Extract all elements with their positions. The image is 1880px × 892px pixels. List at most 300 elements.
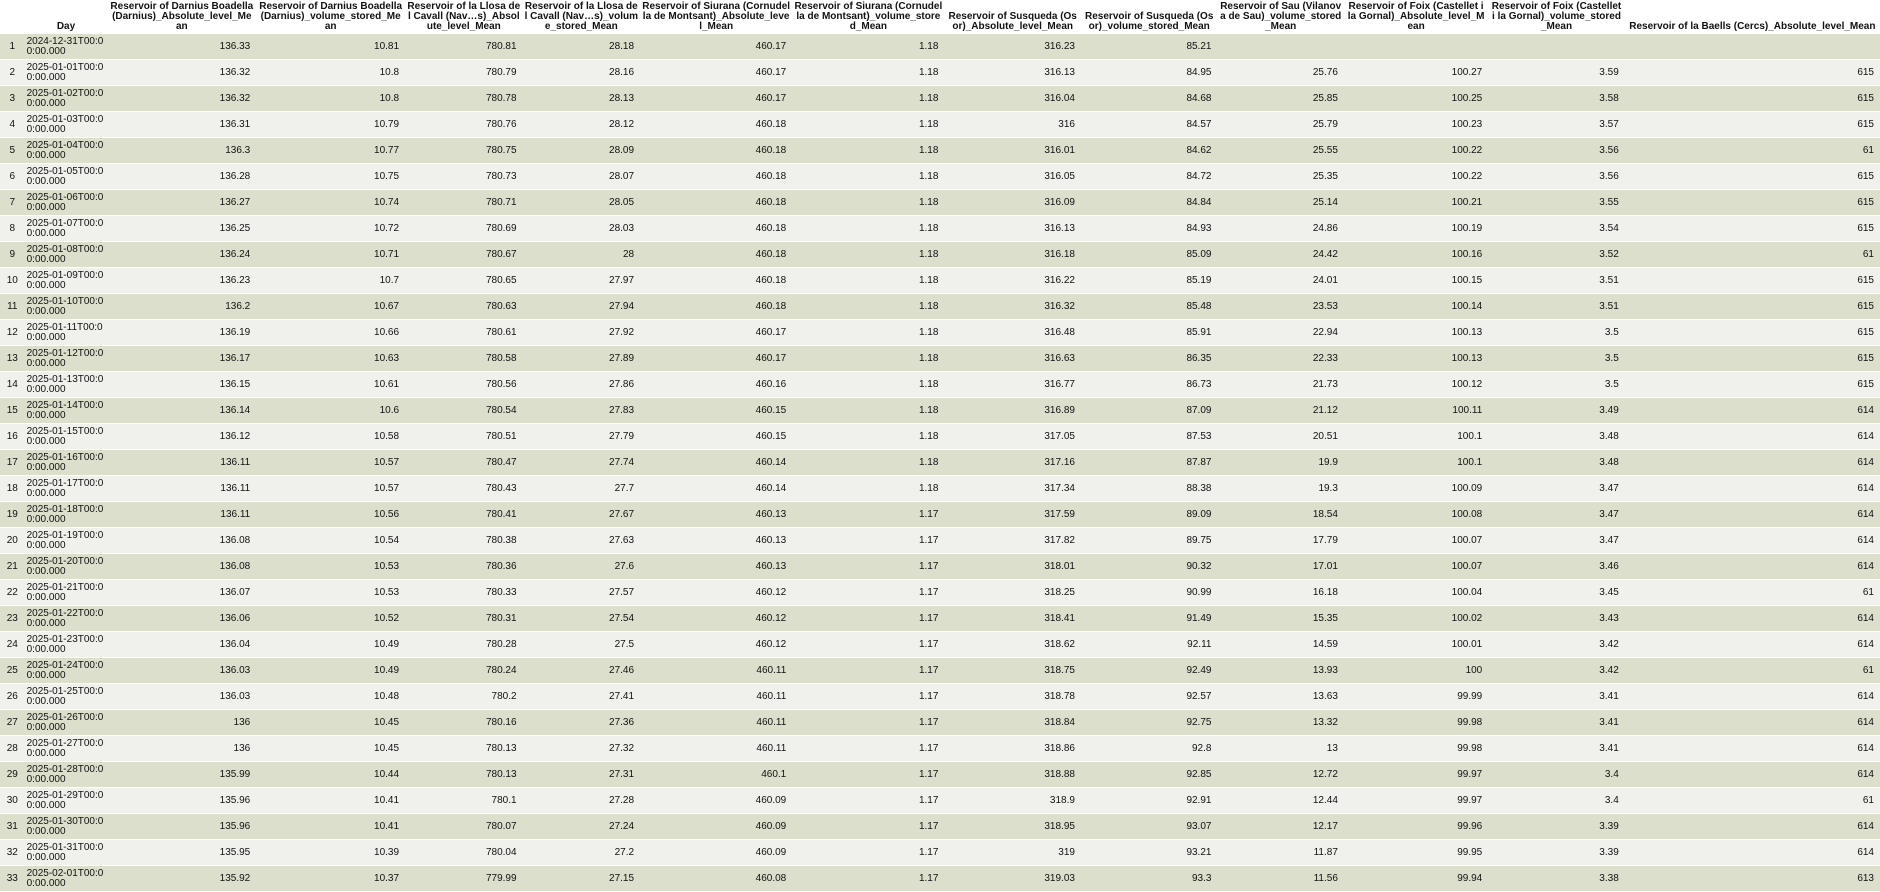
value-cell: 84.93 — [1081, 216, 1218, 242]
day-cell: 2025-01-21T00:00:00.000 — [25, 580, 108, 606]
value-cell: 10.75 — [256, 164, 405, 190]
value-cell: 10.41 — [256, 814, 405, 840]
value-cell: 1.18 — [792, 34, 944, 60]
value-cell: 27.5 — [523, 632, 641, 658]
value-cell: 135.95 — [107, 840, 256, 866]
value-cell: 316.01 — [944, 138, 1081, 164]
table-row[interactable] — [0, 138, 1880, 164]
value-cell: 460.11 — [640, 684, 792, 710]
value-cell: 780.13 — [405, 736, 523, 762]
value-cell: 27.63 — [523, 528, 641, 554]
value-cell: 615 — [1625, 190, 1880, 216]
value-cell: 318.01 — [944, 554, 1081, 580]
value-cell: 14.59 — [1217, 632, 1343, 658]
table-body — [0, 34, 1880, 892]
table-row[interactable] — [0, 606, 1880, 632]
value-cell: 316.13 — [944, 216, 1081, 242]
value-cell: 93.07 — [1081, 814, 1218, 840]
value-cell: 1.18 — [792, 424, 944, 450]
value-cell: 24.86 — [1217, 216, 1343, 242]
day-cell: 2025-01-03T00:00:00.000 — [25, 112, 108, 138]
value-cell: 780.65 — [405, 268, 523, 294]
value-cell: 100.09 — [1344, 476, 1488, 502]
value-cell: 316.18 — [944, 242, 1081, 268]
value-cell: 27.74 — [523, 450, 641, 476]
index-column-header[interactable] — [0, 0, 25, 34]
column-header[interactable]: Reservoir of Sau (Vilanova de Sau)_volume_stored_Mean — [1217, 0, 1343, 34]
value-cell: 10.63 — [256, 346, 405, 372]
value-cell: 27.2 — [523, 840, 641, 866]
day-cell: 2025-01-08T00:00:00.000 — [25, 242, 108, 268]
value-cell: 92.85 — [1081, 762, 1218, 788]
value-cell: 780.33 — [405, 580, 523, 606]
value-cell: 27.57 — [523, 580, 641, 606]
value-cell: 1.18 — [792, 112, 944, 138]
table-row[interactable] — [0, 554, 1880, 580]
value-cell: 460.17 — [640, 86, 792, 112]
value-cell: 85.91 — [1081, 320, 1218, 346]
column-header[interactable]: Day — [25, 0, 108, 34]
value-cell: 136.03 — [107, 658, 256, 684]
table-row[interactable] — [0, 216, 1880, 242]
value-cell: 136.08 — [107, 554, 256, 580]
row-index: 18 — [0, 476, 25, 502]
table-row[interactable] — [0, 580, 1880, 606]
value-cell: 28.07 — [523, 164, 641, 190]
value-cell: 614 — [1625, 502, 1880, 528]
value-cell: 10.72 — [256, 216, 405, 242]
value-cell: 318.41 — [944, 606, 1081, 632]
value-cell: 92.57 — [1081, 684, 1218, 710]
table-row[interactable] — [0, 86, 1880, 112]
value-cell: 136.31 — [107, 112, 256, 138]
value-cell: 1.18 — [792, 216, 944, 242]
value-cell: 15.35 — [1217, 606, 1343, 632]
value-cell: 460.18 — [640, 164, 792, 190]
table-row[interactable] — [0, 112, 1880, 138]
value-cell: 136.19 — [107, 320, 256, 346]
value-cell: 614 — [1625, 632, 1880, 658]
value-cell: 136.32 — [107, 86, 256, 112]
value-cell: 3.41 — [1488, 710, 1625, 736]
value-cell: 460.14 — [640, 476, 792, 502]
value-cell: 3.5 — [1488, 320, 1625, 346]
row-index: 20 — [0, 528, 25, 554]
value-cell: 10.45 — [256, 710, 405, 736]
value-cell: 99.96 — [1344, 814, 1488, 840]
row-index: 1 — [0, 34, 25, 60]
value-cell: 136.23 — [107, 268, 256, 294]
value-cell: 1.18 — [792, 476, 944, 502]
value-cell: 87.09 — [1081, 398, 1218, 424]
table-row[interactable] — [0, 528, 1880, 554]
value-cell: 18.54 — [1217, 502, 1343, 528]
value-cell: 316.13 — [944, 60, 1081, 86]
table-row[interactable] — [0, 840, 1880, 866]
value-cell: 24.42 — [1217, 242, 1343, 268]
value-cell: 615 — [1625, 112, 1880, 138]
value-cell: 100.08 — [1344, 502, 1488, 528]
day-cell: 2024-12-31T00:00:00.000 — [25, 34, 108, 60]
value-cell: 460.09 — [640, 814, 792, 840]
table-row[interactable] — [0, 866, 1880, 892]
value-cell: 780.28 — [405, 632, 523, 658]
value-cell — [1217, 34, 1343, 60]
value-cell: 1.18 — [792, 372, 944, 398]
value-cell: 780.36 — [405, 554, 523, 580]
table-row[interactable] — [0, 710, 1880, 736]
value-cell: 1.17 — [792, 762, 944, 788]
value-cell: 10.48 — [256, 684, 405, 710]
value-cell: 317.16 — [944, 450, 1081, 476]
value-cell: 84.72 — [1081, 164, 1218, 190]
value-cell: 90.99 — [1081, 580, 1218, 606]
value-cell: 10.74 — [256, 190, 405, 216]
value-cell: 3.4 — [1488, 788, 1625, 814]
value-cell: 17.79 — [1217, 528, 1343, 554]
value-cell: 92.49 — [1081, 658, 1218, 684]
value-cell: 136.11 — [107, 476, 256, 502]
row-index: 5 — [0, 138, 25, 164]
table-row[interactable] — [0, 190, 1880, 216]
value-cell: 1.18 — [792, 346, 944, 372]
value-cell: 460.18 — [640, 242, 792, 268]
value-cell: 10.7 — [256, 268, 405, 294]
value-cell: 99.98 — [1344, 710, 1488, 736]
value-cell: 780.41 — [405, 502, 523, 528]
value-cell: 11.56 — [1217, 866, 1343, 892]
column-header[interactable]: Reservoir of Siurana (Cornudella de Montsant)_volume_stored_Mean — [792, 0, 944, 34]
day-cell: 2025-01-02T00:00:00.000 — [25, 86, 108, 112]
value-cell: 460.18 — [640, 216, 792, 242]
value-cell: 28.05 — [523, 190, 641, 216]
value-cell: 318.86 — [944, 736, 1081, 762]
value-cell: 27.92 — [523, 320, 641, 346]
value-cell: 3.51 — [1488, 268, 1625, 294]
value-cell: 614 — [1625, 840, 1880, 866]
day-cell: 2025-02-01T00:00:00.000 — [25, 866, 108, 892]
value-cell: 99.94 — [1344, 866, 1488, 892]
value-cell: 10.6 — [256, 398, 405, 424]
value-cell: 10.37 — [256, 866, 405, 892]
value-cell: 10.77 — [256, 138, 405, 164]
value-cell: 3.42 — [1488, 658, 1625, 684]
value-cell: 3.43 — [1488, 606, 1625, 632]
value-cell: 3.59 — [1488, 60, 1625, 86]
value-cell: 100.1 — [1344, 450, 1488, 476]
value-cell: 13 — [1217, 736, 1343, 762]
table-row[interactable] — [0, 398, 1880, 424]
value-cell: 316.32 — [944, 294, 1081, 320]
value-cell: 3.5 — [1488, 346, 1625, 372]
value-cell: 614 — [1625, 450, 1880, 476]
value-cell: 317.59 — [944, 502, 1081, 528]
value-cell: 1.17 — [792, 502, 944, 528]
value-cell: 780.1 — [405, 788, 523, 814]
value-cell: 614 — [1625, 554, 1880, 580]
value-cell: 3.42 — [1488, 632, 1625, 658]
value-cell: 27.83 — [523, 398, 641, 424]
value-cell: 27.46 — [523, 658, 641, 684]
table-row[interactable] — [0, 476, 1880, 502]
value-cell: 90.32 — [1081, 554, 1218, 580]
value-cell: 1.17 — [792, 684, 944, 710]
day-cell: 2025-01-01T00:00:00.000 — [25, 60, 108, 86]
row-index: 22 — [0, 580, 25, 606]
table-row[interactable] — [0, 320, 1880, 346]
row-index: 15 — [0, 398, 25, 424]
value-cell: 3.5 — [1488, 372, 1625, 398]
value-cell: 316.09 — [944, 190, 1081, 216]
day-cell: 2025-01-12T00:00:00.000 — [25, 346, 108, 372]
value-cell: 10.49 — [256, 658, 405, 684]
value-cell: 93.21 — [1081, 840, 1218, 866]
value-cell: 10.49 — [256, 632, 405, 658]
table-row[interactable] — [0, 60, 1880, 86]
value-cell: 615 — [1625, 60, 1880, 86]
table-row[interactable] — [0, 762, 1880, 788]
value-cell: 136.24 — [107, 242, 256, 268]
value-cell: 27.89 — [523, 346, 641, 372]
value-cell: 3.41 — [1488, 736, 1625, 762]
value-cell: 10.54 — [256, 528, 405, 554]
table-row[interactable] — [0, 450, 1880, 476]
table-row[interactable] — [0, 294, 1880, 320]
value-cell: 10.67 — [256, 294, 405, 320]
value-cell: 1.18 — [792, 450, 944, 476]
day-cell: 2025-01-19T00:00:00.000 — [25, 528, 108, 554]
value-cell: 84.62 — [1081, 138, 1218, 164]
value-cell: 780.24 — [405, 658, 523, 684]
column-header[interactable]: Reservoir of Darnius Boadella (Darnius)_volume_stored_Mean — [256, 0, 405, 34]
value-cell: 24.01 — [1217, 268, 1343, 294]
value-cell: 27.31 — [523, 762, 641, 788]
value-cell: 780.78 — [405, 86, 523, 112]
table-row[interactable] — [0, 34, 1880, 60]
value-cell: 316.63 — [944, 346, 1081, 372]
column-header[interactable]: Reservoir of la Llosa del Cavall (Nav…s)_Absolute_level_Mean — [405, 0, 523, 34]
value-cell: 318.62 — [944, 632, 1081, 658]
value-cell: 92.8 — [1081, 736, 1218, 762]
table-row[interactable] — [0, 684, 1880, 710]
table-row[interactable] — [0, 242, 1880, 268]
table-row[interactable] — [0, 788, 1880, 814]
value-cell: 460.12 — [640, 580, 792, 606]
column-header[interactable]: Reservoir of Siurana (Cornudella de Montsant)_Absolute_level_Mean — [640, 0, 792, 34]
value-cell: 460.14 — [640, 450, 792, 476]
row-index: 17 — [0, 450, 25, 476]
value-cell: 84.68 — [1081, 86, 1218, 112]
value-cell: 100.22 — [1344, 138, 1488, 164]
value-cell: 19.9 — [1217, 450, 1343, 476]
value-cell: 22.94 — [1217, 320, 1343, 346]
table-row[interactable] — [0, 502, 1880, 528]
value-cell: 318.9 — [944, 788, 1081, 814]
row-index: 10 — [0, 268, 25, 294]
value-cell: 460.12 — [640, 606, 792, 632]
value-cell: 136 — [107, 710, 256, 736]
value-cell: 100.1 — [1344, 424, 1488, 450]
value-cell: 1.18 — [792, 60, 944, 86]
table-row[interactable] — [0, 658, 1880, 684]
value-cell: 84.84 — [1081, 190, 1218, 216]
value-cell: 100.07 — [1344, 554, 1488, 580]
value-cell: 460.09 — [640, 788, 792, 814]
column-header[interactable]: Reservoir of Susqueda (Osor)_volume_stored_Mean — [1081, 0, 1218, 34]
value-cell: 3.58 — [1488, 86, 1625, 112]
value-cell: 28.03 — [523, 216, 641, 242]
value-cell: 316.89 — [944, 398, 1081, 424]
table-row[interactable] — [0, 372, 1880, 398]
value-cell: 28.13 — [523, 86, 641, 112]
value-cell: 136.15 — [107, 372, 256, 398]
value-cell: 25.85 — [1217, 86, 1343, 112]
value-cell: 136.04 — [107, 632, 256, 658]
day-cell: 2025-01-06T00:00:00.000 — [25, 190, 108, 216]
value-cell: 136.07 — [107, 580, 256, 606]
value-cell: 10.56 — [256, 502, 405, 528]
value-cell: 3.56 — [1488, 138, 1625, 164]
value-cell: 318.84 — [944, 710, 1081, 736]
value-cell: 10.61 — [256, 372, 405, 398]
value-cell: 28 — [523, 242, 641, 268]
value-cell: 136.03 — [107, 684, 256, 710]
value-cell: 1.18 — [792, 164, 944, 190]
value-cell: 460.13 — [640, 554, 792, 580]
value-cell: 780.31 — [405, 606, 523, 632]
day-cell: 2025-01-24T00:00:00.000 — [25, 658, 108, 684]
value-cell: 3.41 — [1488, 684, 1625, 710]
value-cell: 28.16 — [523, 60, 641, 86]
value-cell: 780.61 — [405, 320, 523, 346]
value-cell: 780.79 — [405, 60, 523, 86]
value-cell: 1.18 — [792, 138, 944, 164]
day-cell: 2025-01-18T00:00:00.000 — [25, 502, 108, 528]
value-cell: 1.18 — [792, 320, 944, 346]
table-row[interactable] — [0, 814, 1880, 840]
value-cell: 27.86 — [523, 372, 641, 398]
value-cell: 3.46 — [1488, 554, 1625, 580]
column-header[interactable]: Reservoir of Darnius Boadella (Darnius)_Absolute_level_Mean — [107, 0, 256, 34]
value-cell: 21.12 — [1217, 398, 1343, 424]
value-cell: 3.49 — [1488, 398, 1625, 424]
day-cell: 2025-01-16T00:00:00.000 — [25, 450, 108, 476]
value-cell: 1.18 — [792, 398, 944, 424]
value-cell: 12.72 — [1217, 762, 1343, 788]
value-cell: 780.43 — [405, 476, 523, 502]
value-cell: 780.73 — [405, 164, 523, 190]
value-cell: 460.17 — [640, 320, 792, 346]
value-cell: 460.15 — [640, 398, 792, 424]
value-cell: 135.96 — [107, 788, 256, 814]
day-cell: 2025-01-27T00:00:00.000 — [25, 736, 108, 762]
value-cell: 92.75 — [1081, 710, 1218, 736]
day-cell: 2025-01-30T00:00:00.000 — [25, 814, 108, 840]
value-cell: 21.73 — [1217, 372, 1343, 398]
value-cell: 136.28 — [107, 164, 256, 190]
value-cell: 136.12 — [107, 424, 256, 450]
column-header[interactable]: Reservoir of Susqueda (Osor)_Absolute_level_Mean — [944, 0, 1081, 34]
table-row[interactable] — [0, 268, 1880, 294]
value-cell: 3.55 — [1488, 190, 1625, 216]
value-cell: 780.58 — [405, 346, 523, 372]
value-cell: 615 — [1625, 216, 1880, 242]
day-cell: 2025-01-22T00:00:00.000 — [25, 606, 108, 632]
column-header[interactable]: Reservoir of la Baells (Cercs)_Absolute_level_Mean — [1625, 0, 1880, 34]
day-cell: 2025-01-04T00:00:00.000 — [25, 138, 108, 164]
row-index: 27 — [0, 710, 25, 736]
table-row[interactable] — [0, 164, 1880, 190]
value-cell: 3.56 — [1488, 164, 1625, 190]
column-header[interactable]: Reservoir of Foix (Castellet i la Gornal)_Absolute_level_Mean — [1344, 0, 1488, 34]
value-cell: 100.22 — [1344, 164, 1488, 190]
value-cell: 22.33 — [1217, 346, 1343, 372]
value-cell: 318.95 — [944, 814, 1081, 840]
row-index: 24 — [0, 632, 25, 658]
day-cell: 2025-01-20T00:00:00.000 — [25, 554, 108, 580]
value-cell: 88.38 — [1081, 476, 1218, 502]
value-cell: 780.47 — [405, 450, 523, 476]
day-cell: 2025-01-31T00:00:00.000 — [25, 840, 108, 866]
row-index: 16 — [0, 424, 25, 450]
value-cell: 85.48 — [1081, 294, 1218, 320]
row-index: 3 — [0, 86, 25, 112]
row-index: 2 — [0, 60, 25, 86]
table-row[interactable] — [0, 424, 1880, 450]
value-cell: 779.99 — [405, 866, 523, 892]
table-row[interactable] — [0, 632, 1880, 658]
value-cell: 3.57 — [1488, 112, 1625, 138]
value-cell: 89.09 — [1081, 502, 1218, 528]
value-cell: 136.17 — [107, 346, 256, 372]
day-cell: 2025-01-28T00:00:00.000 — [25, 762, 108, 788]
column-header[interactable]: Reservoir of Foix (Castellet i la Gornal)_volume_stored_Mean — [1488, 0, 1625, 34]
value-cell: 614 — [1625, 528, 1880, 554]
value-cell: 316.04 — [944, 86, 1081, 112]
value-cell: 136.06 — [107, 606, 256, 632]
value-cell: 780.69 — [405, 216, 523, 242]
value-cell: 614 — [1625, 762, 1880, 788]
value-cell: 614 — [1625, 684, 1880, 710]
row-index: 33 — [0, 866, 25, 892]
day-cell: 2025-01-14T00:00:00.000 — [25, 398, 108, 424]
value-cell: 460.18 — [640, 138, 792, 164]
value-cell: 317.82 — [944, 528, 1081, 554]
value-cell: 27.54 — [523, 606, 641, 632]
value-cell: 780.16 — [405, 710, 523, 736]
value-cell: 780.51 — [405, 424, 523, 450]
value-cell: 1.17 — [792, 606, 944, 632]
value-cell: 460.18 — [640, 112, 792, 138]
value-cell: 87.53 — [1081, 424, 1218, 450]
value-cell: 1.18 — [792, 86, 944, 112]
value-cell: 100.25 — [1344, 86, 1488, 112]
value-cell: 84.95 — [1081, 60, 1218, 86]
value-cell: 317.05 — [944, 424, 1081, 450]
value-cell: 136.32 — [107, 60, 256, 86]
table-row[interactable] — [0, 346, 1880, 372]
value-cell: 1.17 — [792, 866, 944, 892]
value-cell: 615 — [1625, 86, 1880, 112]
table-row[interactable] — [0, 736, 1880, 762]
value-cell: 136.11 — [107, 502, 256, 528]
row-index: 29 — [0, 762, 25, 788]
column-header[interactable]: Reservoir of la Llosa del Cavall (Nav…s)_volume_stored_Mean — [523, 0, 641, 34]
value-cell: 100.23 — [1344, 112, 1488, 138]
value-cell: 136.25 — [107, 216, 256, 242]
value-cell: 780.13 — [405, 762, 523, 788]
value-cell: 613 — [1625, 866, 1880, 892]
